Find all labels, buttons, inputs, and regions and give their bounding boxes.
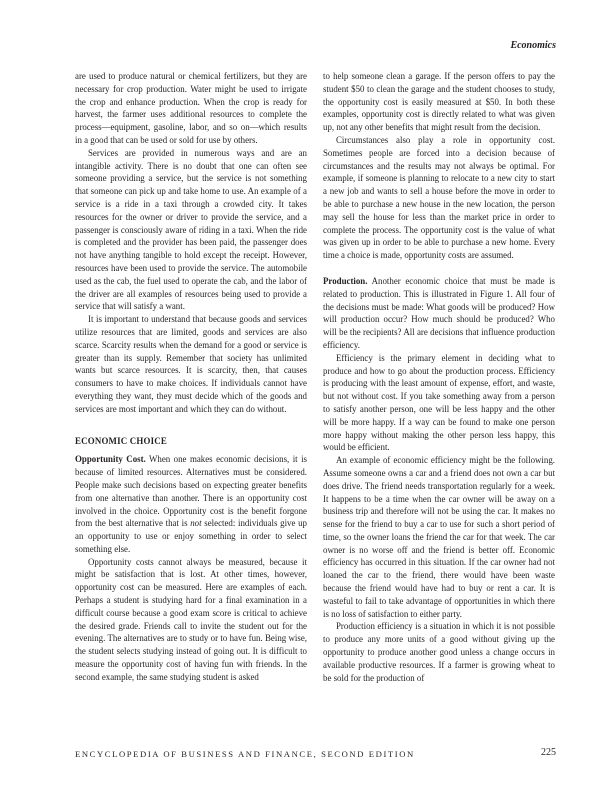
paragraph: Efficiency is the primary element in deciding what to produce and how to go about the production process. Efficiency is producing with the least amount of expense, effort, and waste, but not without cost. If you take something away from a person to satisfy another person, one will be less happy and the other will be more happy. If a way can be found to make one person more happy without making the other person less happy, this would be efficient. <box>323 352 555 453</box>
section-heading: ECONOMIC CHOICE <box>75 435 168 446</box>
paragraph: Services are provided in numerous ways and are an intangible activity. There is no doubt that one can often see someone providing a service, but the service is not something that someone can pick up and take home to use. An example of a service is a ride in a taxi through a crowded city. It takes resources for the owner or driver to provide the service, and a passenger is consciously aware of riding in a taxi. When the ride is completed and the provider has been paid, the passenger does not have anything tangible to hold except the receipt. However, resources have been used to provide the service. The automobile used as the cab, the fuel used to operate the cab, and the labor of the driver are all examples of resources being used to provide a service that will satisfy a want. <box>75 147 307 312</box>
left-column <box>75 70 307 684</box>
footer-title: ENCYCLOPEDIA OF BUSINESS AND FINANCE, SECOND EDITION <box>75 749 415 759</box>
paragraph: to help someone clean a garage. If the person offers to pay the student $50 to clean the garage and the student chooses to study, the opportunity cost is easily measured at $50. In both these examples, opportunity cost is directly related to what was given up, not any other benefits that might result from the decision. <box>323 71 555 133</box>
paragraph-text: selected: individuals give up an opportunity to use or enjoy something in order to select something else. <box>75 518 307 554</box>
emphasis: not <box>190 518 202 529</box>
paragraph: Opportunity costs cannot always be measured, because it might be satisfaction that is lost. At other times, however, opportunity cost can be measured. Here are examples of each. Perhaps a student is studying hard for a final examination in a difficult course because a good exam score is critical to achieve the desired grade. Friends call to invite the student out for the evening. The alternatives are to study or to have fun. Being wise, the student selects studying instead of going out. It is difficult to measure the opportunity cost of having fun with friends. In the second example, the same studying student is asked <box>75 556 307 682</box>
paragraph: Production efficiency is a situation in which it is not possible to produce any more units of a good without giving up the opportunity to produce another good unless a change occurs in available productive resources. If a farmer is growing wheat to be sold for the production of <box>323 621 555 683</box>
paragraph: are used to produce natural or chemical fertilizers, but they are necessary for crop production. Water might be used to irrigate the crop and enhance production. When the crop is ready for harvest, the farmer uses additional resources to complete the process—equipment, gasoline, labor, and so on—which results in a good that can be used or sold for use by others. <box>75 71 307 145</box>
running-head: Economics <box>510 40 556 51</box>
right-column <box>323 70 555 684</box>
paragraph: It is important to understand that because goods and services utilize resources that are limited, goods and services are also scarce. Scarcity results when the demand for a good or service is greater than its supply. Remember that society has unlimited wants but scarce resources. It is scarcity, then, that causes consumers to have to make choices. If individuals cannot have everything they want, they must decide which of the goods and services are most important and which they can do without. <box>75 314 307 414</box>
run-in-heading: Opportunity Cost. <box>75 454 146 465</box>
run-in-heading: Production. <box>323 275 368 286</box>
paragraph: An example of economic efficiency might be the following. Assume someone owns a car and a friend does not own a car but does drive. The friend needs transportation regularly for a week. It happens to be a time when the car owner will be away on a business trip and therefore will not be using the car. It makes no sense for the friend to buy a car to use for such a short period of time, so the owner loans the friend the car for that week. The car owner is no worse off and the friend is better off. Economic efficiency has occurred in this situation. If the car owner had not loaned the car to the friend, there would have been waste because the friend would have had to buy or rent a car. It is wasteful to fail to take advantage of opportunities in which there is no loss of satisfaction to either party. <box>323 455 555 619</box>
paragraph-text: Another economic choice that must be made is related to production. This is illustrated in Figure 1. All four of the decisions must be made: What goods will be produced? How will production occur? How much should be produced? Who will be the recipients? All are decisions that influence production efficiency. <box>323 275 555 350</box>
paragraph-text: When one makes economic decisions, it is because of limited resources. Alternatives must be considered. People make such decisions based on expecting greater benefits from one alternative than another. There is an opportunity cost involved in the choice. Opportunity cost is the benefit forgone from the best alternative that is <box>75 454 307 529</box>
page-number: 225 <box>541 747 556 758</box>
paragraph: Circumstances also play a role in opportunity cost. Sometimes people are forced into a decision because of circumstances and the results may not always be optimal. For example, if someone is planning to relocate to a new city to start a new job and wants to sell a house before the move in order to be able to purchase a new house in the new location, the person may sell the house for less than the market price in order to complete the process. The opportunity cost is the value of what was given up in order to be able to purchase a new home. Every time a choice is made, opportunity costs are assumed. <box>323 134 555 261</box>
paragraph <box>323 275 555 352</box>
paragraph <box>75 453 307 555</box>
